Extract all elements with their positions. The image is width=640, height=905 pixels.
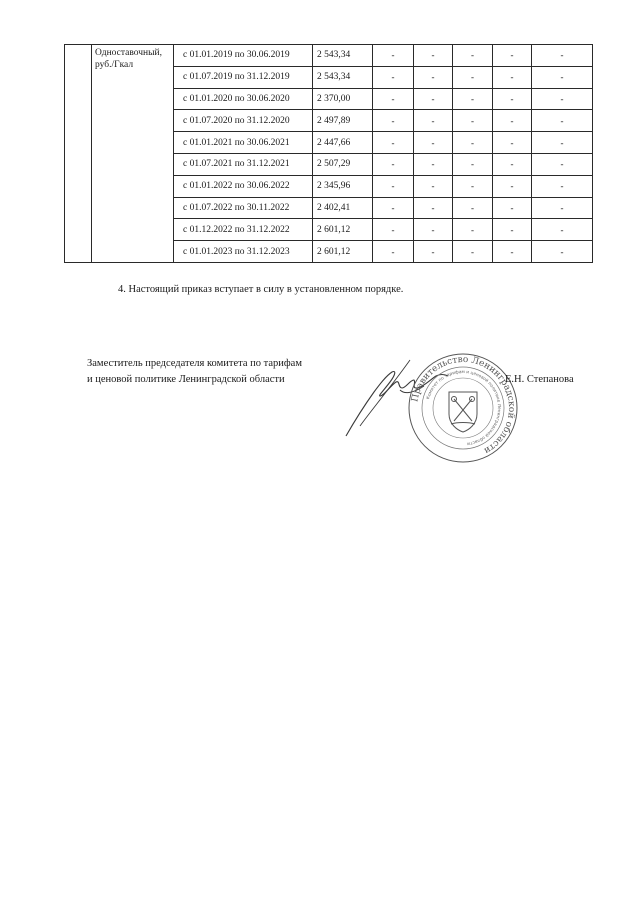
value-cell: 2 507,29	[313, 153, 373, 175]
dash-cell: -	[373, 45, 414, 67]
dash-cell: -	[373, 153, 414, 175]
period-cell: с 01.01.2021 по 30.06.2021	[174, 132, 313, 154]
dash-cell: -	[532, 45, 593, 67]
period-cell: с 01.07.2022 по 30.11.2022	[174, 197, 313, 219]
dash-cell: -	[453, 219, 493, 241]
tariff-type-cell: Одноставочный, руб./Гкал	[92, 45, 174, 263]
dash-cell: -	[414, 110, 453, 132]
dash-cell: -	[453, 45, 493, 67]
dash-cell: -	[493, 132, 532, 154]
seal-inner-text: Комитет по тарифам и ценовой политике Ленинградской области	[426, 369, 502, 446]
dash-cell: -	[453, 175, 493, 197]
dash-cell: -	[373, 241, 414, 263]
period-cell: с 01.07.2021 по 31.12.2021	[174, 153, 313, 175]
dash-cell: -	[414, 175, 453, 197]
dash-cell: -	[414, 197, 453, 219]
dash-cell: -	[532, 241, 593, 263]
dash-cell: -	[493, 197, 532, 219]
dash-cell: -	[493, 88, 532, 110]
dash-cell: -	[532, 66, 593, 88]
official-seal	[407, 352, 519, 464]
value-cell: 2 497,89	[313, 110, 373, 132]
dash-cell: -	[373, 219, 414, 241]
period-cell: с 01.01.2022 по 30.06.2022	[174, 175, 313, 197]
value-cell: 2 601,12	[313, 241, 373, 263]
dash-cell: -	[453, 110, 493, 132]
dash-cell: -	[532, 110, 593, 132]
dash-cell: -	[414, 45, 453, 67]
value-cell: 2 370,00	[313, 88, 373, 110]
dash-cell: -	[414, 241, 453, 263]
dash-cell: -	[373, 132, 414, 154]
period-cell: с 01.07.2019 по 31.12.2019	[174, 66, 313, 88]
dash-cell: -	[373, 110, 414, 132]
dash-cell: -	[373, 88, 414, 110]
dash-cell: -	[453, 197, 493, 219]
dash-cell: -	[532, 219, 593, 241]
value-cell: 2 543,34	[313, 45, 373, 67]
dash-cell: -	[373, 175, 414, 197]
dash-cell: -	[414, 88, 453, 110]
dash-cell: -	[453, 88, 493, 110]
blank-cell	[65, 45, 92, 263]
dash-cell: -	[414, 66, 453, 88]
period-cell: с 01.01.2020 по 30.06.2020	[174, 88, 313, 110]
dash-cell: -	[532, 88, 593, 110]
dash-cell: -	[453, 241, 493, 263]
signer-position	[87, 356, 302, 388]
dash-cell: -	[532, 153, 593, 175]
dash-cell: -	[493, 110, 532, 132]
value-cell: 2 601,12	[313, 219, 373, 241]
table-row	[65, 45, 593, 67]
dash-cell: -	[493, 66, 532, 88]
dash-cell: -	[532, 175, 593, 197]
dash-cell: -	[414, 153, 453, 175]
dash-cell: -	[532, 197, 593, 219]
value-cell: 2 345,96	[313, 175, 373, 197]
value-cell: 2 447,66	[313, 132, 373, 154]
dash-cell: -	[532, 132, 593, 154]
dash-cell: -	[373, 197, 414, 219]
signer-name: Е.Н. Степанова	[505, 374, 574, 385]
signer-position-line1: Заместитель председателя комитета по тарифам	[87, 358, 302, 369]
dash-cell: -	[453, 132, 493, 154]
dash-cell: -	[493, 153, 532, 175]
dash-cell: -	[493, 45, 532, 67]
period-cell: с 01.12.2022 по 31.12.2022	[174, 219, 313, 241]
dash-cell: -	[414, 219, 453, 241]
dash-cell: -	[453, 153, 493, 175]
clause-4-text: 4. Настоящий приказ вступает в силу в установленном порядке.	[118, 284, 404, 295]
period-cell: с 01.07.2020 по 31.12.2020	[174, 110, 313, 132]
dash-cell: -	[493, 219, 532, 241]
seal-outer-text: Правительство Ленинградской области	[410, 354, 517, 456]
dash-cell: -	[453, 66, 493, 88]
signer-position-line2: и ценовой политике Ленинградской области	[87, 374, 285, 385]
value-cell: 2 543,34	[313, 66, 373, 88]
dash-cell: -	[493, 241, 532, 263]
period-cell: с 01.01.2019 по 30.06.2019	[174, 45, 313, 67]
value-cell: 2 402,41	[313, 197, 373, 219]
dash-cell: -	[373, 66, 414, 88]
dash-cell: -	[414, 132, 453, 154]
tariff-table	[64, 44, 593, 263]
dash-cell: -	[493, 175, 532, 197]
coat-of-arms-icon	[449, 392, 477, 432]
period-cell: с 01.01.2023 по 31.12.2023	[174, 241, 313, 263]
